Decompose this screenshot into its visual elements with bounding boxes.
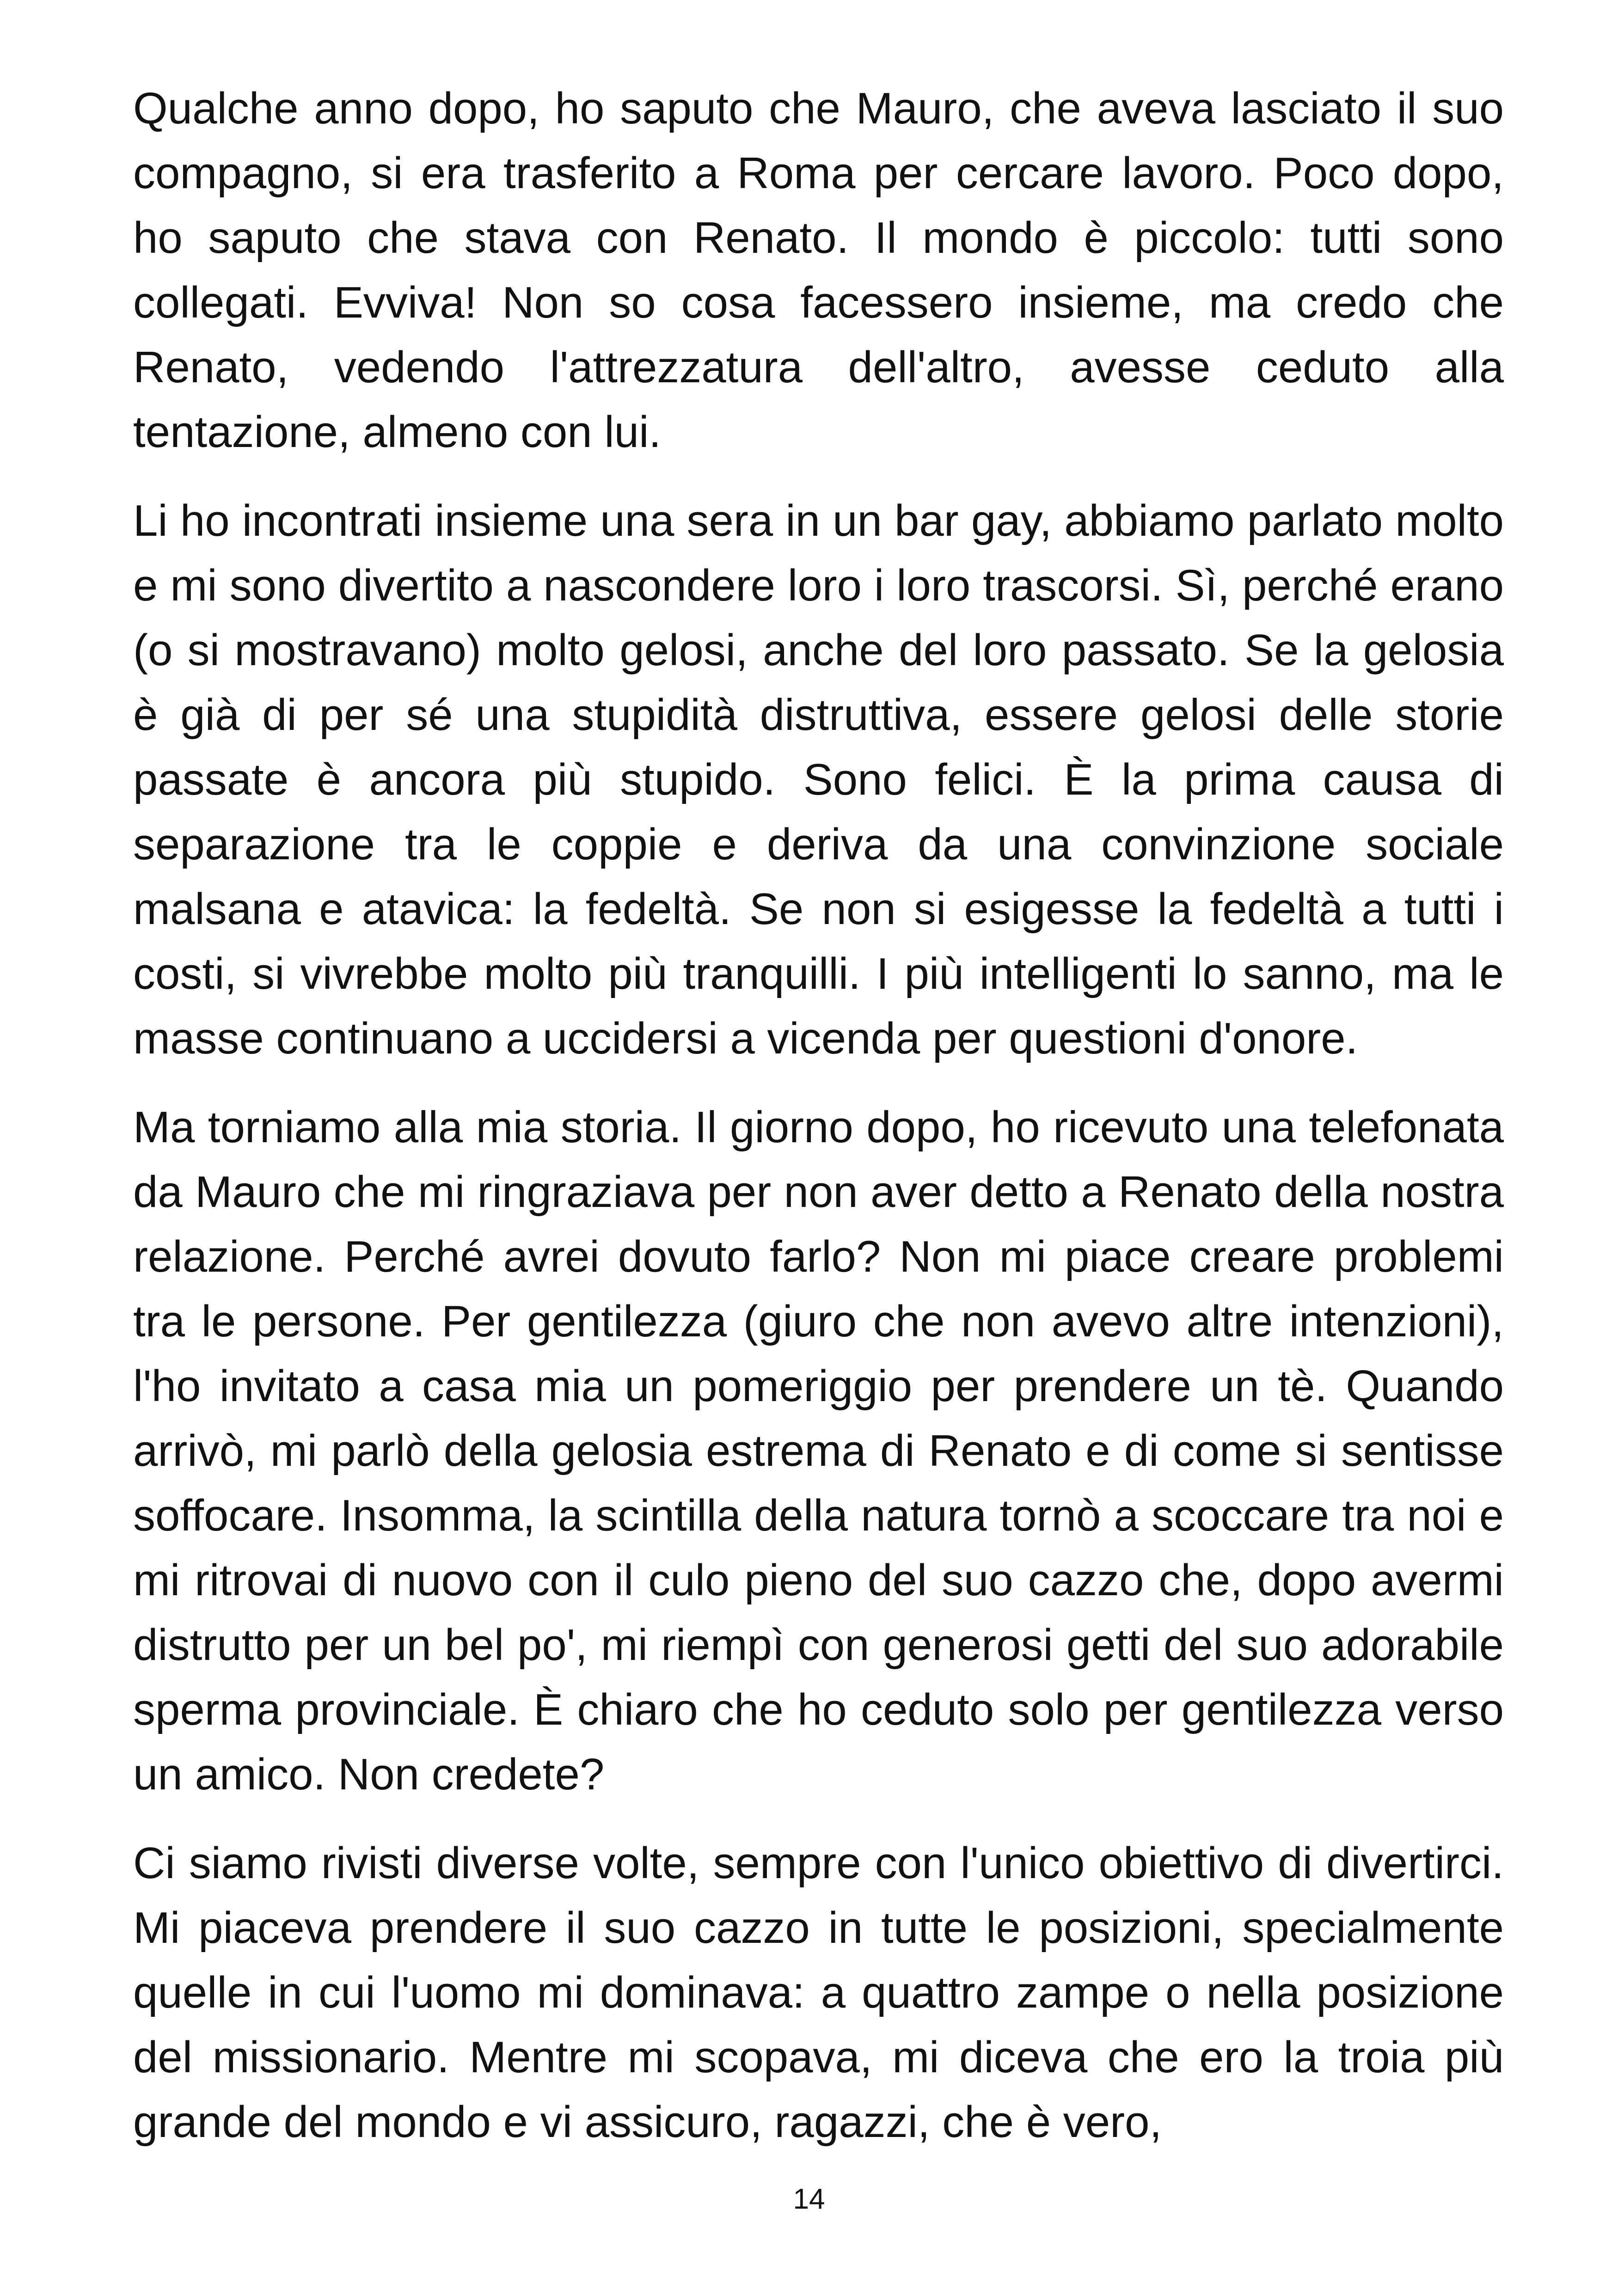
page-number: 14 — [793, 2183, 825, 2215]
paragraph-1: Qualche anno dopo, ho saputo che Mauro, che aveva lasciato il suo compagno, si era trasferito a Roma per cercare lavoro. Poco dopo, ho saputo che stava con Renato. Il mondo è piccolo: tutti sono collegati. Evviva! Non so cosa facessero insieme, ma credo che Renato, vedendo l'attrezzatura dell'altro, avesse ceduto alla tentazione, almeno con lui. — [133, 84, 1504, 457]
paragraph-3: Ma torniamo alla mia storia. Il giorno dopo, ho ricevuto una telefonata da Mauro che mi ringraziava per non aver detto a Renato della nostra relazione. Perché avrei dovuto farlo? Non mi piace creare problemi tra le persone. Per gentilezza (giuro che non avevo altre intenzioni), l'ho invitato a casa mia un pomeriggio per prendere un tè. Quando arrivò, mi parlò della gelosia estrema di Renato e di come si sentisse soffocare. Insomma, la scintilla della natura tornò a scoccare tra noi e mi ritrovai di nuovo con il culo pieno del suo cazzo che, dopo avermi distrutto per un bel po', mi riempì con generosi getti del suo adorabile sperma provinciale. È chiaro che ho ceduto solo per gentilezza verso un amico. Non credete? — [133, 1102, 1504, 1799]
paragraph-2: Li ho incontrati insieme una sera in un bar gay, abbiamo parlato molto e mi sono divertito a nascondere loro i loro trascorsi. Sì, perché erano (o si mostravano) molto gelosi, anche del loro passato. Se la gelosia è già di per sé una stupidità distruttiva, essere gelosi delle storie passate è ancora più stupido. Sono felici. È la prima causa di separazione tra le coppie e deriva da una convinzione sociale malsana e atavica: la fedeltà. Se non si esigesse la fedeltà a tutti i costi, si vivrebbe molto più tranquilli. I più intelligenti lo sanno, ma le masse continuano a uccidersi a vicenda per questioni d'onore. — [133, 496, 1504, 1063]
paragraph-4: Ci siamo rivisti diverse volte, sempre con l'unico obiettivo di divertirci. Mi piaceva prendere il suo cazzo in tutte le posizioni, specialmente quelle in cui l'uomo mi dominava: a quattro zampe o nella posizione del missionario. Mentre mi scopava, mi diceva che ero la troia più grande del mondo e vi assicuro, ragazzi, che è vero, — [133, 1838, 1504, 2147]
body-text — [133, 76, 1504, 2155]
